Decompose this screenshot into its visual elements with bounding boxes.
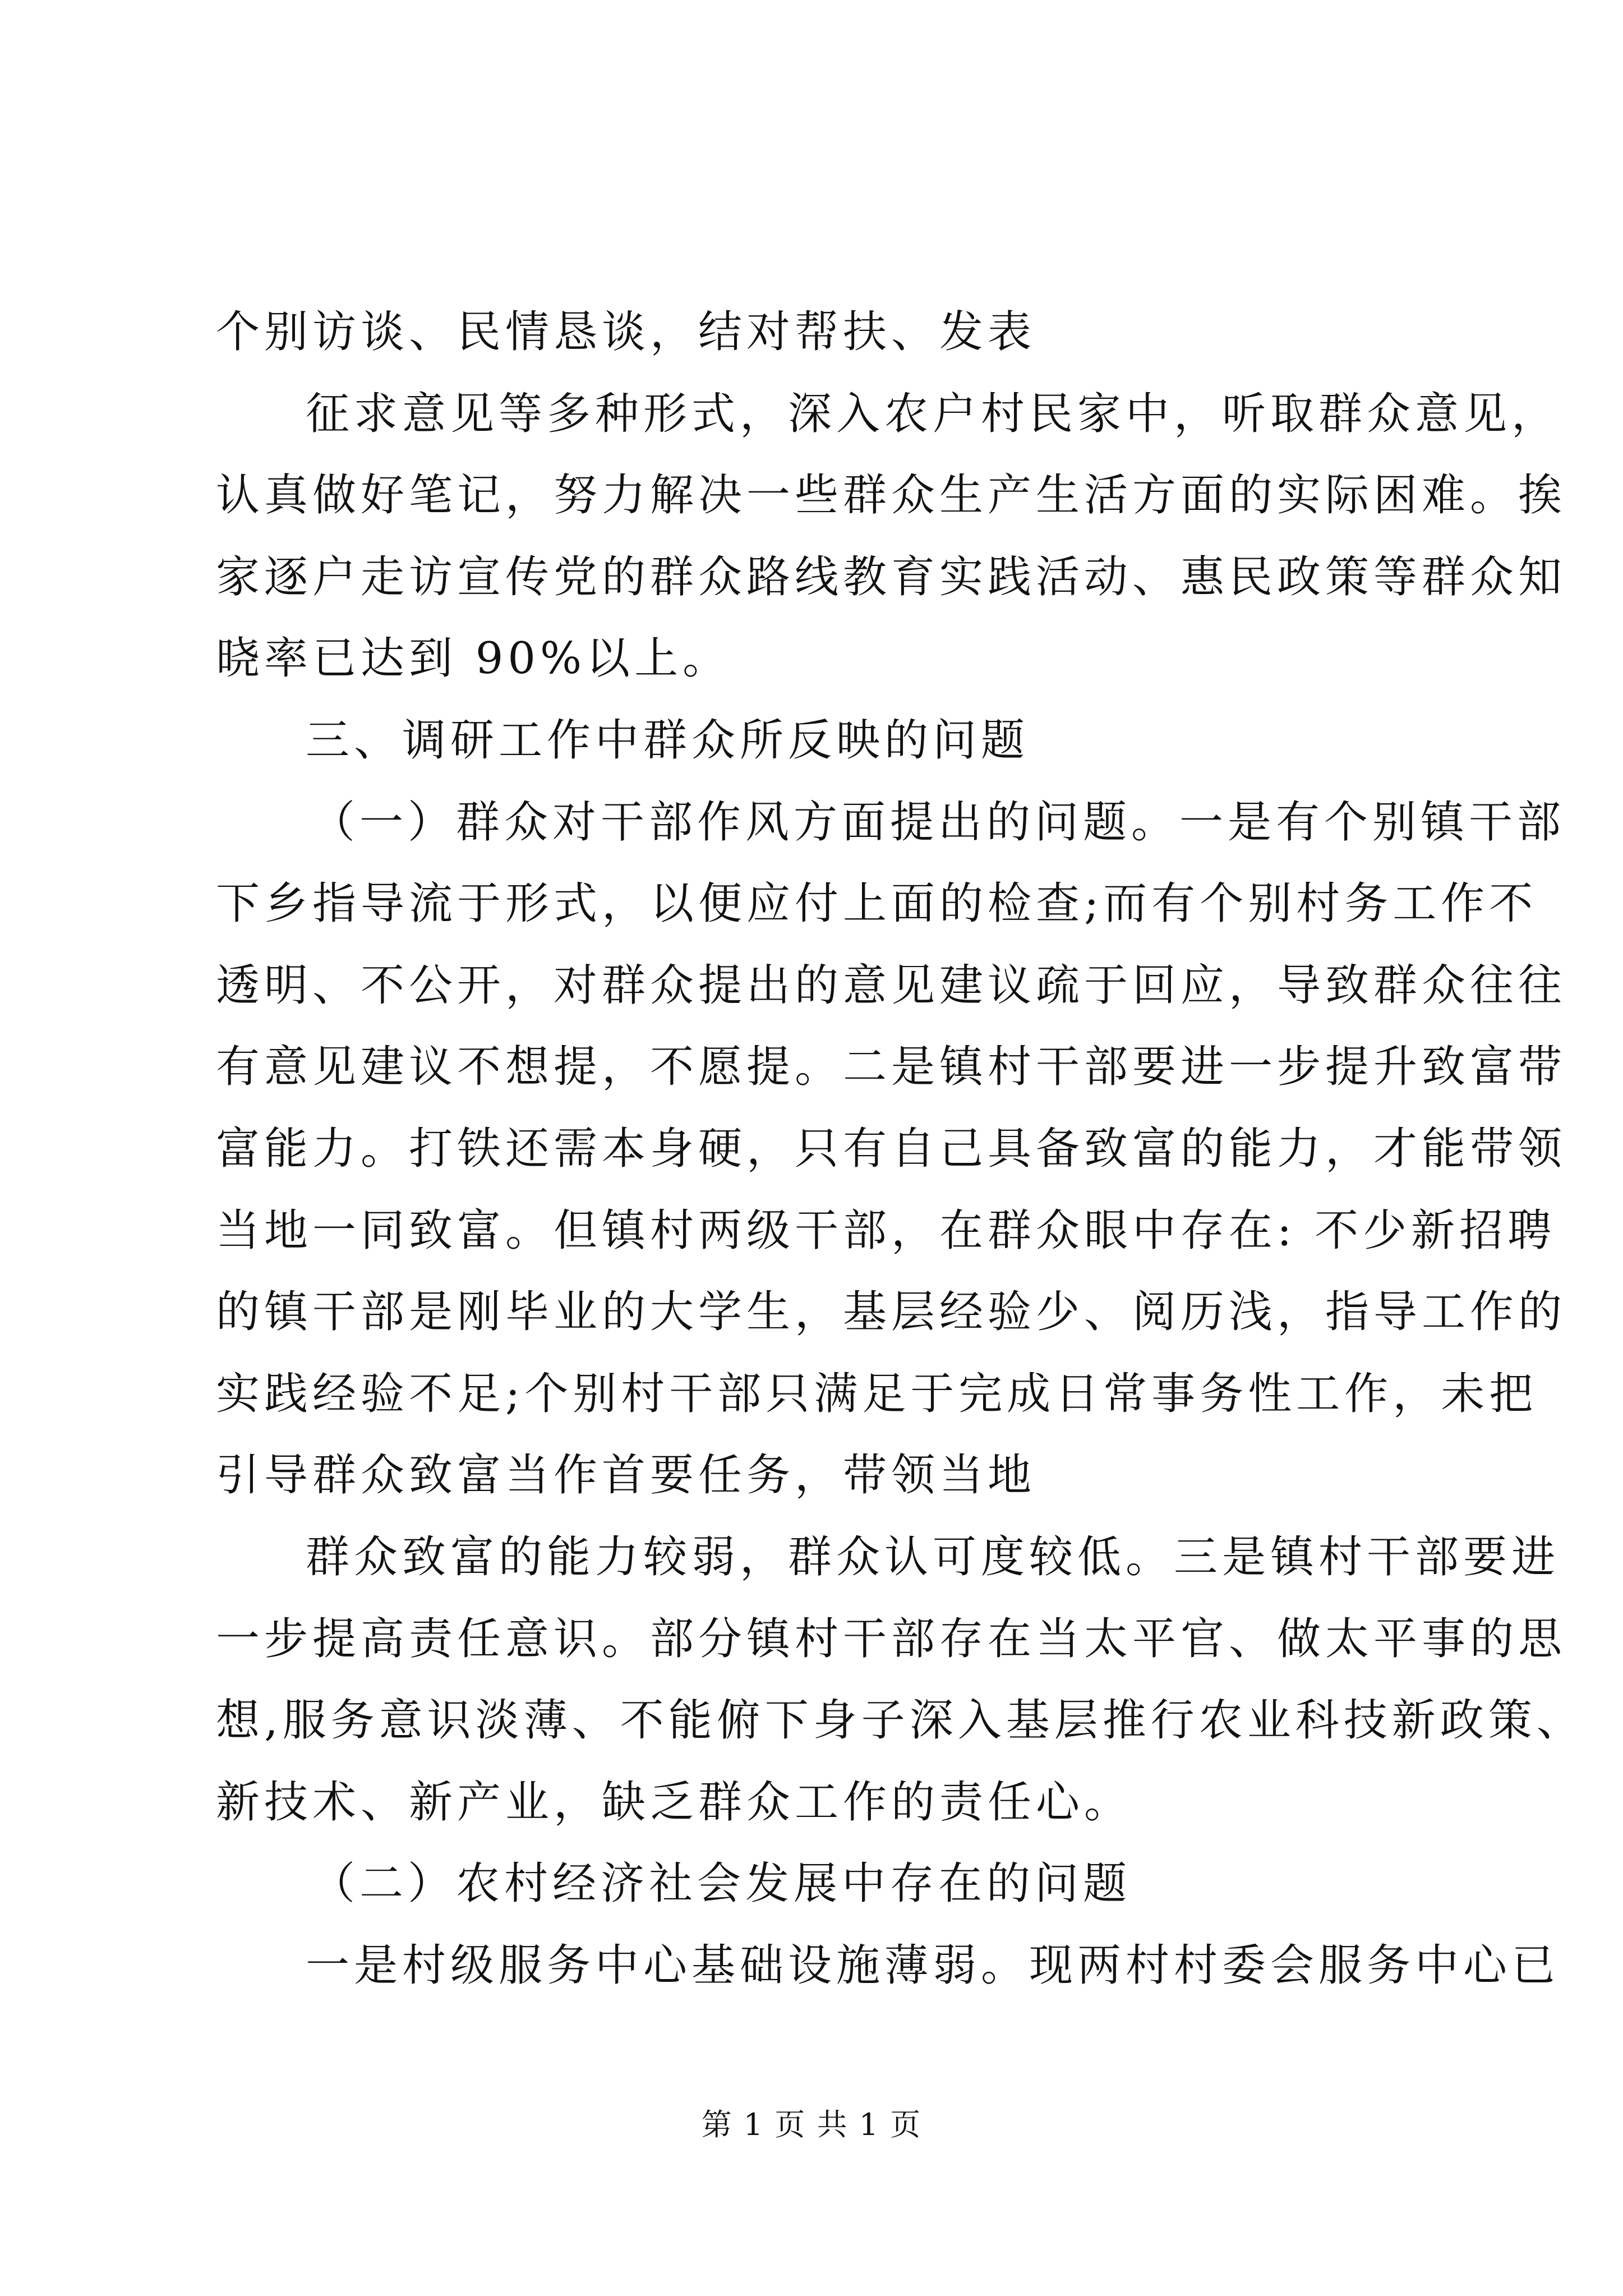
body-line: 实践经验不足;个别村干部只满足于完成日常事务性工作，未把 xyxy=(216,1368,1538,1419)
body-line: 的镇干部是刚毕业的大学生，基层经验少、阅历浅，指导工作的 xyxy=(216,1287,1567,1338)
body-line: 想,服务意识淡薄、不能俯下身子深入基层推行农业科技新政策、 xyxy=(216,1695,1585,1746)
body-line: 有意见建议不想提，不愿提。二是镇村干部要进一步提升致富带 xyxy=(216,1042,1567,1093)
subsection-heading: （二）农村经济社会发展中存在的问题 xyxy=(311,1858,1132,1910)
page-footer: 第 1 页 共 1 页 xyxy=(701,2107,922,2142)
document-body xyxy=(216,292,1585,2007)
body-line: 认真做好笔记，努力解决一些群众生产生活方面的实际困难。挨 xyxy=(216,470,1567,521)
body-line: 新技术、新产业，缺乏群众工作的责任心。 xyxy=(216,1777,1133,1828)
body-line: 富能力。打铁还需本身硬，只有自己具备致富的能力，才能带领 xyxy=(216,1123,1567,1174)
body-line: 一步提高责任意识。部分镇村干部存在当太平官、做太平事的思 xyxy=(216,1613,1567,1664)
body-line: 透明、不公开，对群众提出的意见建议疏于回应，导致群众往往 xyxy=(216,960,1567,1011)
body-line: 个别访谈、民情恳谈，结对帮扶、发表 xyxy=(216,307,1036,357)
body-line: 晓率已达到 90%以上。 xyxy=(216,633,731,684)
body-line: 家逐户走访宣传党的群众路线教育实践活动、惠民政策等群众知 xyxy=(216,551,1567,602)
body-line: 征求意见等多种形式，深入农户村民家中，听取群众意见， xyxy=(306,388,1560,439)
body-line: 群众致富的能力较弱，群众认可度较低。三是镇村干部要进 xyxy=(306,1531,1560,1582)
body-line: 当地一同致富。但镇村两级干部，在群众眼中存在: 不少新招聘 xyxy=(216,1205,1556,1256)
body-line: 一是村级服务中心基础设施薄弱。现两村村委会服务中心已 xyxy=(306,1940,1560,1991)
body-line: 下乡指导流于形式，以便应付上面的检查;而有个别村务工作不 xyxy=(216,878,1538,930)
body-line: （一）群众对干部作风方面提出的问题。一是有个别镇干部 xyxy=(311,797,1566,848)
body-line: 引导群众致富当作首要任务，带领当地 xyxy=(216,1450,1036,1501)
section-heading: 三、调研工作中群众所反映的问题 xyxy=(306,715,1030,766)
